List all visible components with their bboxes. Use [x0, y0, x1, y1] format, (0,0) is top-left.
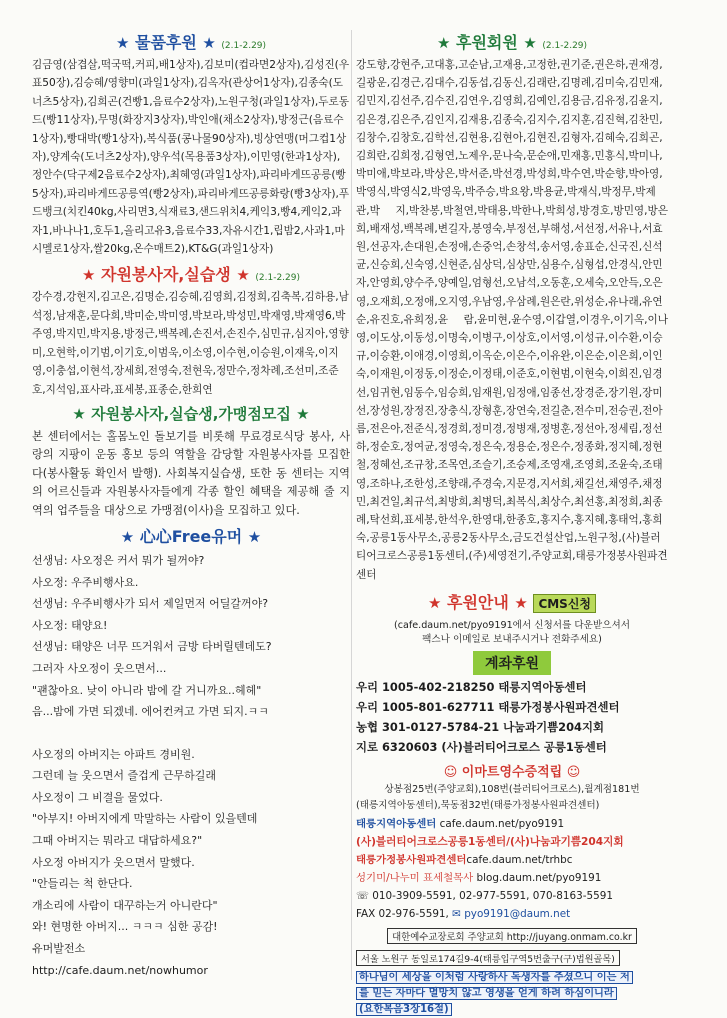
humor-line: 사오정 아버지가 웃으면서 말했다. — [32, 855, 195, 869]
star-icon: ★ — [247, 527, 262, 546]
humor-heading — [32, 524, 350, 547]
bible-line-2: 를 믿는 자마다 멸망치 않고 영생을 얻게 하려 하심이니라 — [356, 987, 617, 1000]
star-icon: ★ — [427, 593, 442, 612]
members-title: 후원회원 — [455, 33, 518, 52]
humor-source-link[interactable]: http://cafe.daum.net/nowhumor — [32, 963, 208, 977]
account-title: 계좌후원 — [473, 651, 551, 675]
account-line: 우리 1005-402-218250 태릉지역아동센터 — [356, 679, 587, 694]
humor-line: 사오정의 아버지는 아파트 경비원. — [32, 747, 195, 761]
star-icon: ★ — [236, 266, 250, 285]
church-info[interactable]: 대한예수교장로회 주양교회 http://juyang.onmam.co.kr — [387, 928, 637, 944]
account-line: 지로 6320603 (사)블러티어크로스 공릉1동센터 — [356, 739, 607, 754]
star-icon: ★ — [514, 593, 528, 612]
bible-reference: (요한복음3장16절) — [356, 1003, 452, 1016]
fax-number: FAX 02-976-5591, — [356, 907, 449, 920]
account-line: 농협 301-0127-5784-21 나눔과기쁨204지회 — [356, 719, 604, 734]
left-column — [32, 30, 350, 981]
star-icon: ★ — [72, 404, 86, 423]
contact-4-url[interactable]: blog.daum.net/pyo9191 — [476, 871, 602, 884]
right-column — [356, 30, 668, 1018]
humor-line: 선생님: 우주비행사가 되서 제일먼저 어딜갈꺼야? — [32, 597, 269, 611]
emart-text-1: 상봉점25번(주양교회),108번(블러티어크로스),월계점181번 — [384, 783, 640, 795]
members-date: (2.1-2.29) — [542, 41, 588, 51]
phone-line: ☏ 010-3909-5591, 02-977-5591, 070-8163-5591 — [356, 889, 613, 902]
humor-line: 선생님: 사오정은 커서 뭐가 될꺼야? — [32, 553, 205, 567]
humor-title: 心心Free유머 — [139, 526, 243, 546]
contact-1-url[interactable]: cafe.daum.net/pyo9191 — [439, 817, 565, 830]
humor-line: "괜찮아요. 낮이 아니라 밤에 갈 거니까요..헤헤" — [32, 683, 262, 697]
bible-line — [356, 970, 668, 986]
recruit-heading — [32, 403, 350, 424]
humor-line: 와! 현명한 아버지... ㅋㅋㅋ 심한 공감! — [32, 920, 218, 934]
guide-text-2: 팩스나 이메일로 보내주시거나 전화주세요) — [422, 633, 602, 645]
humor-line: 사오정: 우주비행사요. — [32, 575, 139, 589]
volunteer-list: 강수경,강현지,김고은,김명순,김승혜,김영희,김정희,김축복,김하용,남석정,남재훈,문다희,박미순,박미영,박보라,박성민,박재영,박재영6,박주영,박지민,박지용,방정근,백복례,손진서,손진수,심민규,심지아,영향미,오현학,이기범,이기호,이범욱,이소영,이수현,이승원,이재욱,이지영,이충섭,이현석,장세희,전영숙,전현욱,정만수,정차례,조선미,조준호,지석임,표사라,표세봉,표종순,한희연 — [32, 291, 349, 396]
goods-title: 물품후원 — [134, 33, 197, 52]
humor-line: "안들리는 척 한단다. — [32, 877, 133, 891]
goods-heading — [32, 30, 350, 53]
humor-body — [32, 550, 350, 981]
contact-row-1 — [356, 815, 668, 833]
humor-line: 그런데 늘 웃으면서 즐겁게 근무하길래 — [32, 769, 217, 783]
guide-title: 후원안내 — [447, 592, 509, 612]
email-link[interactable]: pyo9191@daum.net — [464, 907, 571, 920]
volunteer-title: 자원봉사자,실습생 — [101, 265, 231, 285]
recruit-title: 자원봉사자,실습생,가맹점모집 — [91, 404, 291, 423]
church-line — [356, 925, 668, 944]
humor-line: 개소리에 사람이 대꾸하는거 아니란다" — [32, 898, 218, 912]
humor-line: "아부지! 아버지에게 막말하는 사람이 있을텐데 — [32, 812, 258, 826]
contact-1-label: 태릉지역아동센터 — [356, 817, 437, 830]
bible-line — [356, 986, 668, 1002]
address-line — [356, 947, 668, 966]
account-line: 우리 1005-801-627711 태릉가정봉사원파견센터 — [356, 699, 620, 714]
humor-line: 사오정: 태양요! — [32, 618, 108, 632]
volunteer-heading — [32, 262, 350, 285]
star-icon: ★ — [296, 404, 310, 423]
contact-row-4 — [356, 869, 668, 887]
fax-email-line — [356, 905, 668, 923]
contact-4-label: 성기미/나누미 표세철목사 — [356, 871, 474, 884]
humor-line: 그때 아버지는 뭐라고 대답하세요?" — [32, 834, 203, 848]
humor-line: 유머발전소 — [32, 942, 86, 956]
recruit-text: 본 센터에서는 홀몸노인 돌보기를 비롯해 무료경로식당 봉사, 사랑의 지팡이 운동 홍보 등의 역할을 감당할 자원봉사자를 모집한다(봉사활동 확인서 발행). 사회복지실습생, 또한 동 센터는 지역의 어르신들과 자원봉사자들에게 각종 할인 혜택을 제공해 줄 지역의 업주들을 대상으로 가맹점(이사)을 모집하고 있다. — [32, 429, 350, 517]
star-icon: ★ — [115, 34, 130, 52]
guide-heading — [356, 590, 668, 613]
account-heading — [356, 651, 668, 675]
goods-date: (2.1-2.29) — [221, 41, 267, 51]
star-icon: ★ — [120, 527, 135, 546]
members-list: 강도향,강현주,고대홍,고순남,고재용,고정한,권기준,권은하,권재경,길광운,김경근,김대수,김동섭,김동신,김래란,김명례,김미숙,김민재,김민지,김선주,김수진,김연우,김영희,김예인,김용금,김유정,김윤지,김은경,김은주,김인지,김재용,김종숙,김지수,김지훈,김진혁,김찬민,김창수,김창호,김학선,김현용,김현아,김현진,김형자,김혜숙,김희곤,김희란,김희정,김형연,노제우,문나숙,문순애,민재홍,민홍식,박미나,박미애,박보라,박상은,박서준,박선경,박성희,박수연,박순향,박아영,박영식,박영식2,박영욱,박주승,박요왕,박용균,박재식,박정무,박제관,박 지,박찬봉,박철연,박태용,박한나,박희성,방경호,방민영,방은희,배재성,백복례,변길자,봉영숙,부정선,부해성,서선정,서유나,서효원,선공자,손대원,손정애,손중억,손창석,송서영,송표순,신국진,신석균,신승희,신숙영,신현준,심상덕,심상만,심용수,심형섭,안경식,안민자,안영희,양수주,양예일,엄형선,오남석,오동훈,오세숙,오안득,오은영,오재희,오정애,오지영,우남영,우삼례,원은란,위성순,유나래,유연순,유진호,유희정,윤 람,윤미현,윤수영,이갑열,이경우,이기옥,이나영,이도상,이동성,이명숙,이병구,이상호,이서영,이성규,이수환,이승규,이승환,이애경,이영희,이옥순,이은수,이유완,이은순,이은희,이인숙,이재원,이정동,이정순,이정태,이준호,이현범,이현숙,이희진,임경선,임귀현,임동수,임승희,임재원,임정애,임종선,장경준,장기원,장미선,장성원,장정진,장충식,장형훈,장연숙,전길춘,전수미,전승권,전아름,전은아,전준식,정경희,정미경,정병재,정병훈,정선아,정세림,정선하,정순호,정여균,정영숙,정은숙,정용순,정은수,정종화,정지혜,정현철,정혜선,조규창,조목연,조슬기,조승제,조영재,조영희,조윤숙,조태영,조하나,조한성,조향래,주경숙,지문경,지서희,채길선,채영주,채정민,최건일,최규석,최방희,최병덕,최복식,최상수,최선홍,최정희,최종례,탁선희,표세봉,한석우,한영대,한종호,홍지수,홍지혜,홍태억,홍희숙,공릉1동사무소,공릉2동사무소,금도건설산업,노원구청,(사)블러티어크로스공릉1동센터,(주)세영전기,주양교회,태릉가정봉사원파견센터 — [356, 59, 668, 581]
star-icon: ★ — [202, 34, 216, 52]
contact-3-url[interactable]: cafe.daum.net/trhbc — [466, 853, 573, 866]
humor-spacer — [32, 723, 350, 744]
goods-list: 김금영(삼겹살,떡국떡,커피,배1상자),김보미(컵라면2상자),김성진(우표50장),김승혜/영향미(과일1상자),김옥자(관상어1상자),김종숙(도너츠5상자),김희곤(건빵1,음료수2상자),노원구청(과일1상자),두로동드(빵11상자),무명(화장지3상자),박인애(채소2상자),방정근(음료수1상자),빵대박(빵1상자),복식품(콩나물90상자),빙상연맹(머그컵1상자),양계숙(도너츠2상자),양우석(목용품3상자),이민영(한과1상자),정안수(닥구제2음료수2상자),최혜영(과일1상자),파리바게뜨공릉(빵5상자),파리바게뜨공릉역(빵2상자),파리바게뜨공릉화랑(빵3상자),푸드뱅크(치킨40kg,사리면3,식재료3,샌드위치4,케익3,빵4,케익2,과자1,바나나1,호두1,올리고유3,음료수33,자유시간1,립밤2,사과1,마시멜로1상자,쌀20kg,온수매트2),KT&G(과일1상자) — [32, 59, 350, 256]
contact-row-3 — [356, 851, 668, 869]
members-heading — [356, 30, 668, 53]
humor-line: 선생님: 태양은 너무 뜨거워서 금방 타버릴텐데도? — [32, 640, 272, 654]
humor-line: 그러자 사오정이 웃으면서... — [32, 661, 167, 675]
star-icon: ★ — [436, 34, 451, 52]
cms-apply-badge[interactable]: CMS신청 — [533, 594, 596, 613]
bible-verse — [356, 970, 668, 1018]
bible-line — [356, 1002, 668, 1018]
guide-text-1: (cafe.daum.net/pyo9191에서 신청서를 다운받으셔서 — [393, 619, 630, 631]
address-text: 서울 노원구 동일로174길9-4(태릉입구역5번출구(구)법원골목) — [356, 950, 620, 966]
volunteer-date: (2.1-2.29) — [255, 273, 300, 284]
star-icon: ★ — [82, 266, 96, 285]
humor-line: 음...밤에 가면 되겠네. 에어컨켜고 가면 되지.ㅋㅋ — [32, 705, 269, 719]
contact-3-label: 태릉가정봉사원파견센터 — [356, 853, 467, 866]
bible-line-1: 하나님이 세상을 이처럼 사랑하사 독생자를 주셨으니 이는 저 — [356, 971, 633, 984]
emart-text-2: (태릉지역아동센터),묵동점32번(태릉가정봉사원파견센터) — [356, 799, 600, 811]
humor-line: 사오정이 그 비결을 물었다. — [32, 790, 163, 804]
column-divider — [351, 30, 352, 980]
star-icon: ★ — [523, 34, 537, 52]
emart-heading: ☺ 이마트영수증적립 ☺ — [443, 764, 581, 780]
mail-icon: ✉ — [452, 907, 461, 920]
contact-row-2: (사)블러티어크로스공릉1동센터/(사)나눔과기쁨204지회 — [356, 835, 624, 848]
